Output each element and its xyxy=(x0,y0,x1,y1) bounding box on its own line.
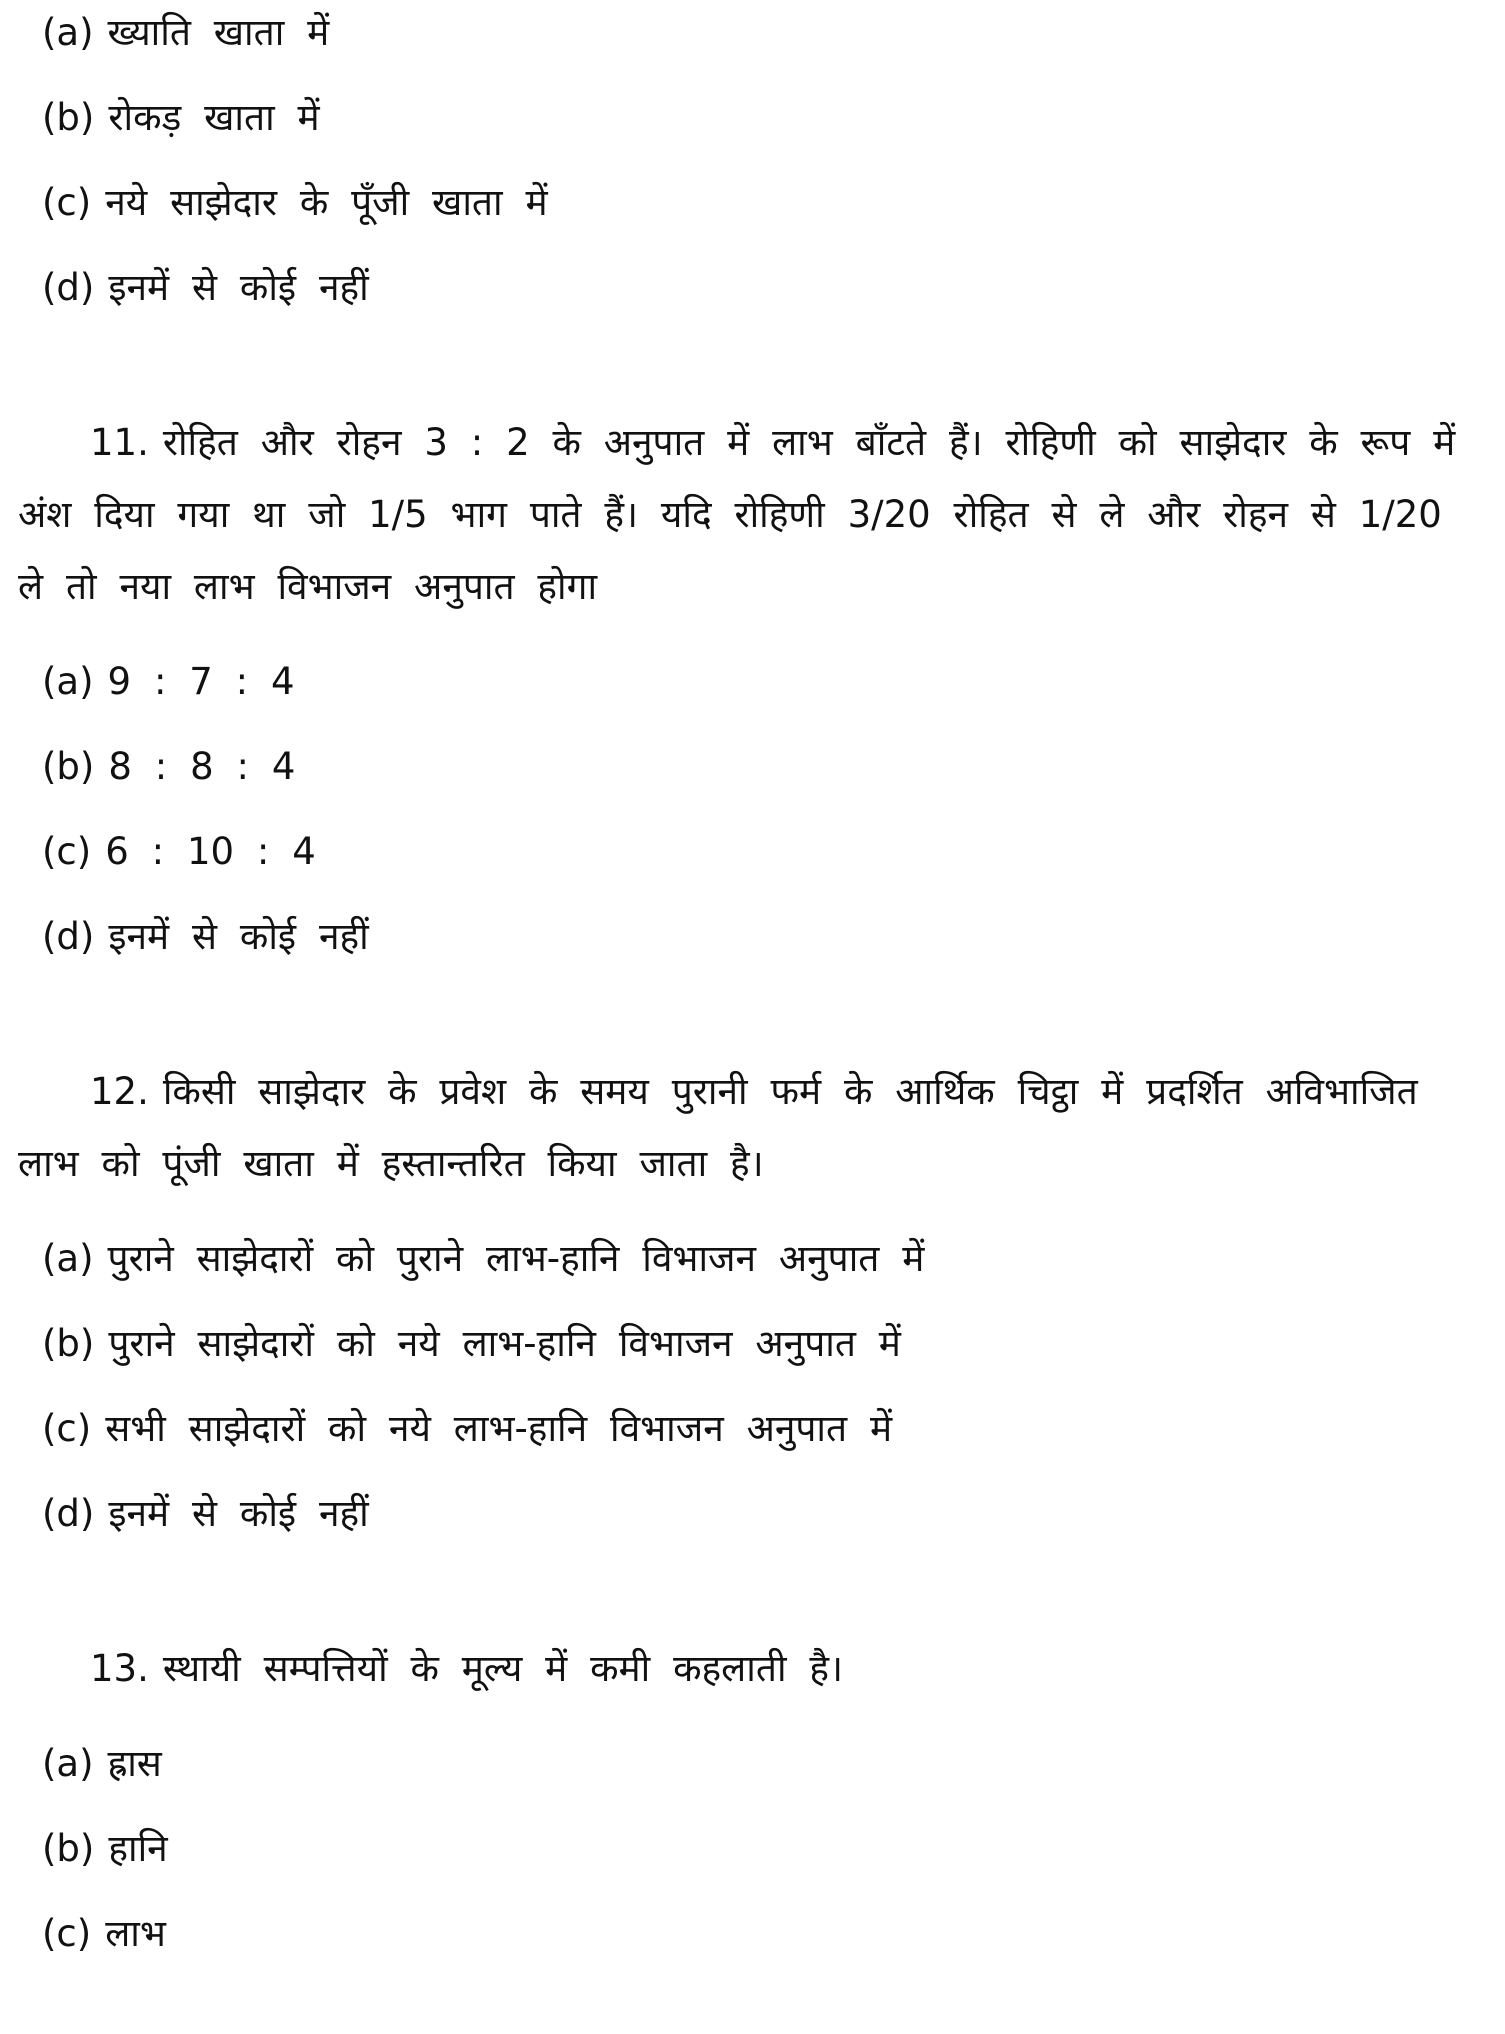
option-text: 9 : 7 : 4 xyxy=(107,660,295,703)
option-text: इनमें से कोई नहीं xyxy=(108,915,369,958)
option-row xyxy=(18,1236,1460,1282)
option-row xyxy=(18,914,1460,960)
option-label: (a) xyxy=(42,11,94,54)
option-row xyxy=(18,744,1460,790)
option-row xyxy=(18,1741,1460,1787)
option-row xyxy=(18,265,1460,311)
option-label: (c) xyxy=(42,181,92,224)
option-label: (c) xyxy=(42,830,92,873)
question-number: 13. xyxy=(90,1647,149,1690)
option-text: पुराने साझेदारों को पुराने लाभ-हानि विभाजन अनुपात में xyxy=(107,1237,925,1280)
question-body: स्थायी सम्पत्तियों के मूल्य में कमी कहलाती है। xyxy=(162,1647,844,1690)
option-label: (b) xyxy=(42,1322,95,1365)
option-row xyxy=(18,10,1460,56)
option-text: ख्याति खाता में xyxy=(107,11,330,54)
option-row xyxy=(18,180,1460,226)
option-row xyxy=(18,1321,1460,1367)
option-text: 8 : 8 : 4 xyxy=(108,745,296,788)
option-label: (b) xyxy=(42,96,95,139)
option-row xyxy=(18,1406,1460,1452)
option-label: (c) xyxy=(42,1407,92,1450)
option-label: (d) xyxy=(42,266,95,309)
question-text xyxy=(18,407,1460,623)
option-label: (b) xyxy=(42,1827,95,1870)
option-label: (b) xyxy=(42,745,95,788)
option-text: इनमें से कोई नहीं xyxy=(108,266,369,309)
question-block-11 xyxy=(18,407,1460,960)
option-text: इनमें से कोई नहीं xyxy=(108,1492,369,1535)
option-label: (a) xyxy=(42,1742,94,1785)
option-text: लाभ xyxy=(105,1912,166,1955)
option-row xyxy=(18,1491,1460,1537)
option-text: ह्रास xyxy=(107,1742,162,1785)
option-text: 6 : 10 : 4 xyxy=(105,830,316,873)
question-block-13 xyxy=(18,1633,1460,1957)
question-number: 12. xyxy=(90,1070,149,1113)
option-text: पुराने साझेदारों को नये लाभ-हानि विभाजन अनुपात में xyxy=(108,1322,901,1365)
option-row xyxy=(18,1826,1460,1872)
question-body: रोहित और रोहन 3 : 2 के अनुपात में लाभ बाँटते हैं। रोहिणी को साझेदार के रूप में अंश दिया गया था जो 1/5 भाग पाते हैं। यदि रोहिणी 3/20 रोहित से ले और रोहन से 1/20 ले तो नया लाभ विभाजन अनुपात होगा xyxy=(18,421,1456,608)
question-body: किसी साझेदार के प्रवेश के समय पुरानी फर्म के आर्थिक चिट्ठा में प्रदर्शित अविभाजित लाभ को पूंजी खाता में हस्तान्तरित किया जाता है। xyxy=(18,1070,1418,1185)
question-number: 11. xyxy=(90,421,149,464)
option-text: हानि xyxy=(108,1827,168,1870)
option-row xyxy=(18,95,1460,141)
option-text: रोकड़ खाता में xyxy=(108,96,320,139)
option-text: नये साझेदार के पूँजी खाता में xyxy=(105,181,548,224)
option-label: (a) xyxy=(42,1237,94,1280)
question-text xyxy=(18,1056,1460,1200)
question-text xyxy=(18,1633,1460,1705)
option-row xyxy=(18,659,1460,705)
question-block-12 xyxy=(18,1056,1460,1537)
option-label: (a) xyxy=(42,660,94,703)
option-row xyxy=(18,829,1460,875)
option-row xyxy=(18,1911,1460,1957)
option-label: (c) xyxy=(42,1912,92,1955)
option-label: (d) xyxy=(42,1492,95,1535)
option-text: सभी साझेदारों को नये लाभ-हानि विभाजन अनुपात में xyxy=(105,1407,893,1450)
option-label: (d) xyxy=(42,915,95,958)
carryover-options xyxy=(18,10,1460,311)
